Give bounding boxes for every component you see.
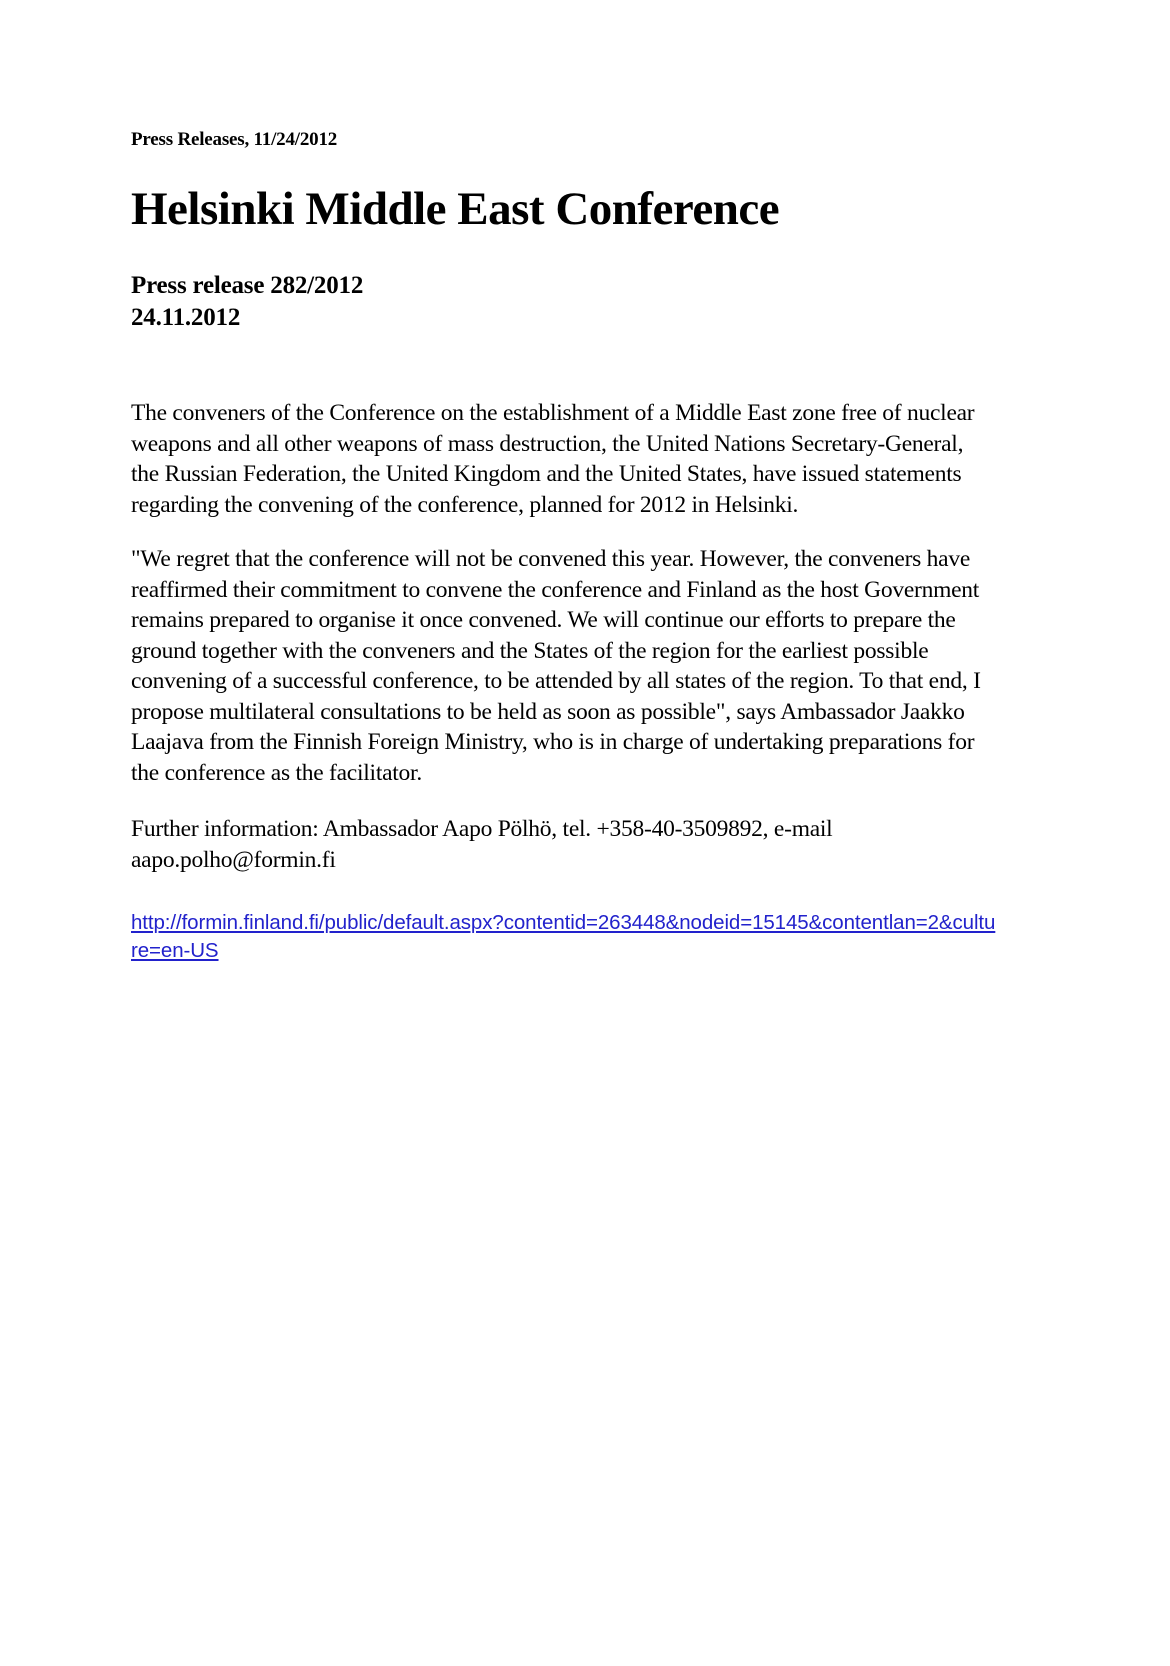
press-release-kicker: Press Releases, 11/24/2012 (131, 129, 338, 150)
source-link-container (131, 909, 1000, 965)
press-release-number: Press release 282/2012 (131, 272, 364, 300)
document-body (131, 398, 1000, 965)
body-paragraph-contact: Further information: Ambassador Aapo Pölhö, tel. +358-40-3509892, e-mail aapo.polho@formin.fi (131, 816, 833, 873)
source-url-link[interactable]: http://formin.finland.fi/public/default.aspx?contentid=263448&nodeid=15145&contentlan=2&culture=en-US (131, 911, 996, 963)
page-title: Helsinki Middle East Conference (131, 182, 780, 235)
press-release-date: 24.11.2012 (131, 304, 241, 332)
body-paragraph-quote: "We regret that the conference will not be convened this year. However, the conveners have reaffirmed their commitment to convene the conference and Finland as the host Government remains prepared to organise it once convened. We will continue our efforts to prepare the ground together with the conveners and the States of the region for the earliest possible convening of a successful conference, to be attended by all states of the region. To that end, I propose multilateral consultations to be held as soon as possible", says Ambassador Jaakko Laajava from the Finnish Foreign Ministry, who is in charge of undertaking preparations for the conference as the facilitator. (131, 546, 981, 786)
press-release-subtitle (131, 270, 1000, 334)
body-paragraph-intro: The conveners of the Conference on the establishment of a Middle East zone free of nuclear weapons and all other weapons of mass destruction, the United Nations Secretary-General, the Russian Federation, the United Kingdom and the United States, have issued statements regarding the convening of the conference, planned for 2012 in Helsinki. (131, 400, 975, 518)
